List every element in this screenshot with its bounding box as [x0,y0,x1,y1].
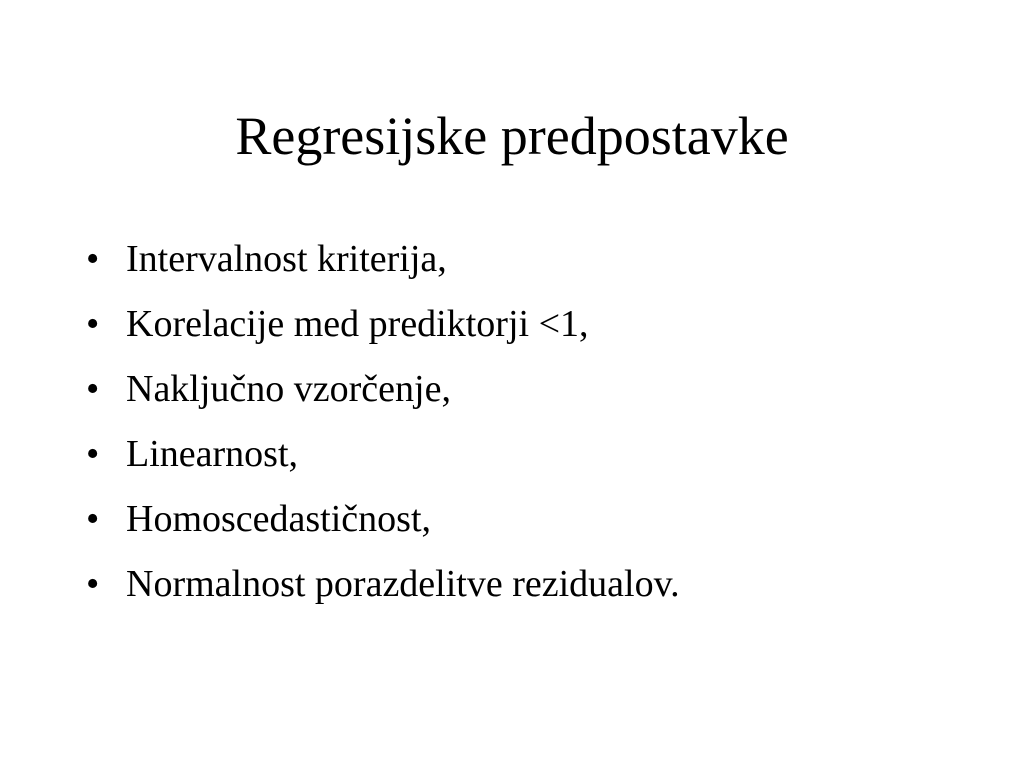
bullet-icon: • [86,433,100,475]
list-item-text: Intervalnost kriterija, [126,238,447,280]
list-item [86,425,986,490]
list-item-text: Homoscedastičnost, [126,498,432,540]
list-item-text: Linearnost, [126,433,299,475]
bullet-icon: • [86,498,100,540]
list-item [86,360,986,425]
list-item [86,490,986,555]
slide-title: Regresijske predpostavke [235,106,789,166]
list-item [86,555,986,620]
bullet-icon: • [86,303,100,345]
list-item [86,230,986,295]
list-item-text: Korelacije med prediktorji <1, [126,303,589,345]
bullet-icon: • [86,368,100,410]
bullet-list [86,230,986,620]
bullet-icon: • [86,563,100,605]
list-item-text: Naključno vzorčenje, [126,368,451,410]
bullet-icon: • [86,238,100,280]
list-item [86,295,986,360]
list-item-text: Normalnost porazdelitve rezidualov. [126,563,680,605]
